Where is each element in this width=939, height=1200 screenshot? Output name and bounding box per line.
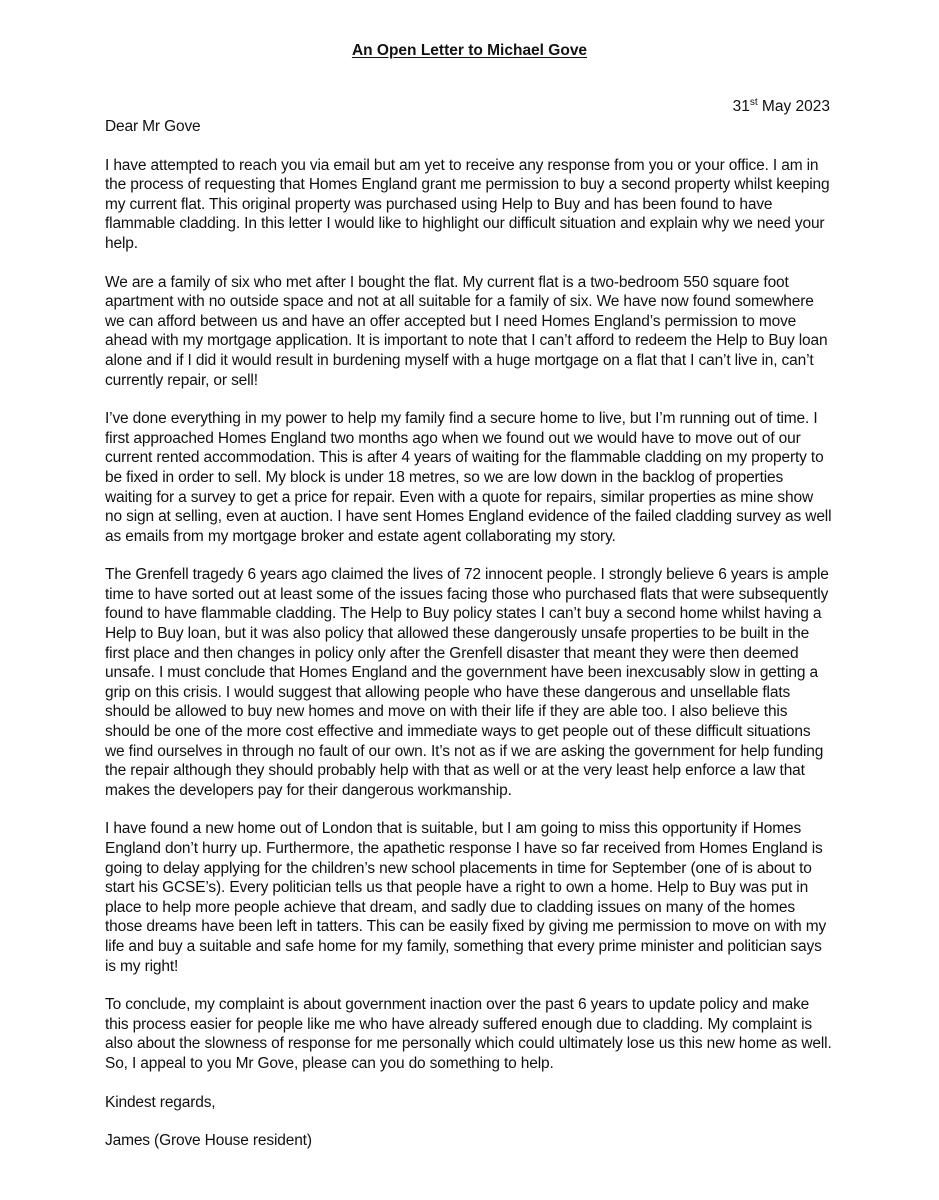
paragraph-intro: I have attempted to reach you via email but am yet to receive any response from you or your office. I am in the process of requesting that Homes England grant me permission to buy a second property whilst keeping my current flat. This original property was purchased using Help to Buy and has been found to have flammable cladding. In this letter I would like to highlight our difficult situation and explain why we need your help. bbox=[105, 156, 830, 252]
paragraph-conclusion: To conclude, my complaint is about government inaction over the past 6 years to update policy and make this process easier for people like me who have already suffered enough due to cladding. My complaint is also about the slowness of response for me personally which could ultimately lose us this new home as well. So, I appeal to you Mr Gove, please can you do something to help. bbox=[105, 996, 832, 1072]
paragraph-grenfell: The Grenfell tragedy 6 years ago claimed the lives of 72 innocent people. I strongly believe 6 years is ample time to have sorted out at least some of the issues facing those who purchased flats that were subsequently found to have flammable cladding. The Help to Buy policy states I can’t buy a second home whilst having a Help to Buy loan, but it was also policy that allowed these dangerously unsafe properties to be built in the first place and then changes in policy only after the Grenfell disaster that meant they were then deemed unsafe. I must conclude that Homes England and the government have been inexcusably slow in getting a grip on this crisis. I would suggest that allowing people who have these dangerous and unsellable flats should be allowed to buy new homes and move on with their life if they are able too. I also believe this should be one of the more cost effective and immediate ways to get people out of these difficult situations we find ourselves in through no fault of our own. It’s not as if we are asking the government for help funding the repair although they should probably help with that as well or at the very least help enforce a law that makes the developers pay for their dangerous workmanship. bbox=[105, 566, 829, 799]
paragraph-efforts: I’ve done everything in my power to help my family find a secure home to live, but I’m running out of time. I first approached Homes England two months ago when we found out we would have to move out of our current rented accommodation. This is after 4 years of waiting for the flammable cladding on my property to be fixed in order to sell. My block is under 18 metres, so we are low down in the backlog of properties waiting for a survey to get a price for repair. Even with a quote for repairs, similar properties as mine show no sign at selling, even at auction. I have sent Homes England evidence of the failed cladding survey as well as emails from my mortgage broker and estate agent collaborating my story. bbox=[105, 410, 832, 545]
salutation: Dear Mr Gove bbox=[105, 118, 201, 135]
date-month-year: May 2023 bbox=[757, 98, 830, 115]
letter-date bbox=[733, 98, 830, 116]
closing: Kindest regards, bbox=[105, 1093, 216, 1111]
date-day: 31 bbox=[732, 98, 750, 115]
letter-title: An Open Letter to Michael Gove bbox=[351, 42, 588, 59]
paragraph-family: We are a family of six who met after I bought the flat. My current flat is a two-bedroom 550 square foot apartment with no outside space and not at all suitable for a family of six. We have now found somewhere we can afford between us and have an offer accepted but I need Homes England’s permission to move ahead with my mortgage application. It is important to note that I can’t afford to redeem the Help to Buy loan alone and if I did it would result in burdening myself with a huge mortgage on a flat that I can’t live in, can’t currently repair, or sell! bbox=[105, 273, 828, 389]
signature: James (Grove House resident) bbox=[105, 1132, 312, 1150]
date-suffix: st bbox=[749, 97, 758, 108]
letter-body bbox=[105, 117, 833, 1170]
paragraph-new-home: I have found a new home out of London that is suitable, but I am going to miss this opportunity if Homes England don’t hurry up. Furthermore, the apathetic response I have so far received from Homes England is going to delay applying for the children’s new school placements in time for September (one of is about to start his GCSE’s). Every politician tells us that people have a right to own a home. Help to Buy was put in place to help more people achieve that dream, and sadly due to cladding issues on many of the homes those dreams have been left in tatters. This can be easily fixed by giving me permission to move on with my life and buy a suitable and safe home for my family, something that every prime minister and politician says is my right! bbox=[105, 820, 827, 975]
